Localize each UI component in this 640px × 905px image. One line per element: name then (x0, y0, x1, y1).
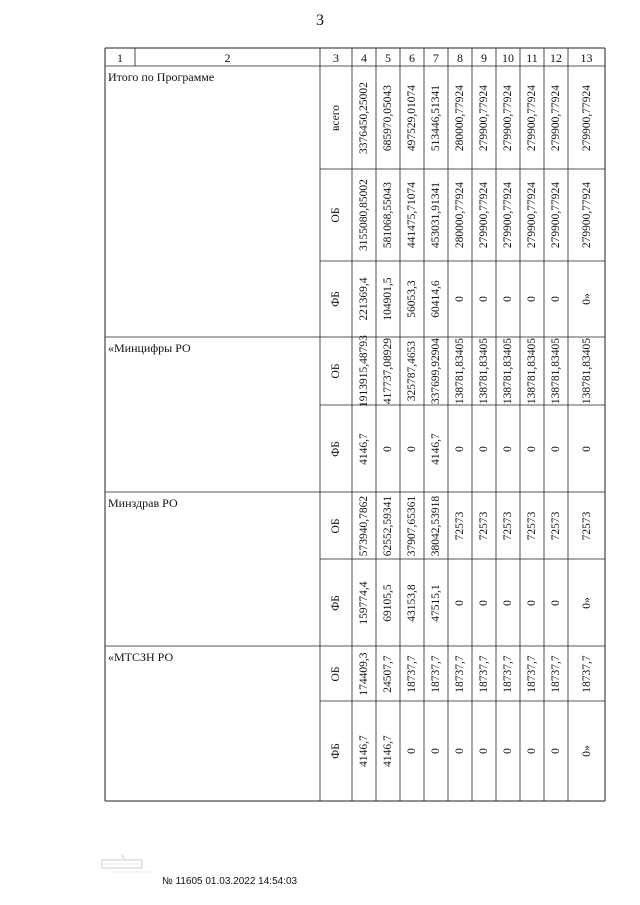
table-cell: 279900,77924 (502, 84, 514, 151)
header-cell: 13 (580, 51, 593, 65)
table-cell: 0 (406, 748, 418, 754)
table-cell: 37907,65361 (406, 495, 418, 556)
table-cell: 174409,3 (358, 651, 370, 696)
table-cell: 0 (454, 748, 466, 754)
table-cell: 0 (478, 748, 490, 754)
table-cell: 138781,83405 (526, 337, 538, 405)
table-cell: 18737,7 (526, 654, 538, 693)
table-cell: 0 (550, 599, 562, 606)
table-cell: 38042,53918 (430, 495, 442, 556)
table-cell: 159774,4 (358, 580, 370, 625)
table-cell: 0 (502, 748, 514, 754)
table-cell: 24507,7 (382, 654, 394, 693)
table-cell: 4146,7 (382, 735, 394, 767)
header-cell: 11 (526, 51, 538, 65)
section-label: «Минцифры РО (108, 341, 191, 355)
header-cell: 12 (550, 51, 562, 65)
table-cell: 18737,7 (580, 654, 593, 693)
row-type-label: ФБ (330, 291, 342, 307)
header-cell: 3 (333, 51, 339, 65)
table-cell: 279900,77924 (526, 84, 538, 151)
table-cell: 279900,77924 (478, 84, 490, 151)
table-cell: 4146,7 (358, 432, 370, 465)
table-cell: 43153,8 (406, 583, 418, 622)
table-cell: 47515,1 (430, 583, 442, 622)
table-cell: 0 (550, 748, 562, 754)
table-cell: 685970,05043 (382, 84, 394, 151)
table-cell: 18737,7 (406, 654, 418, 693)
table-cell: 513446,51341 (430, 84, 442, 151)
table-cell: 72573 (502, 511, 514, 540)
section-label: Итого по Программе (108, 70, 215, 84)
header-cell: 5 (385, 51, 391, 65)
table-cell: 18737,7 (550, 654, 562, 693)
table-cell: 0 (550, 445, 562, 452)
table-cell: 0 (478, 445, 490, 452)
table-cell: 0 (478, 296, 490, 302)
section-label: Минздрав РО (108, 496, 178, 510)
document-seal-stamp (100, 852, 160, 880)
table-cell: 279900,77924 (580, 84, 593, 151)
row-type-label: ОБ (330, 207, 342, 223)
table-cell: 104901,5 (382, 277, 394, 321)
table-cell: 497529,01074 (406, 84, 418, 151)
table-cell: 138781,83405 (478, 337, 490, 405)
table-cell: 0 (526, 599, 538, 606)
table-cell: 325787,4653 (406, 340, 418, 402)
header-cell: 1 (117, 51, 123, 65)
table-cell: 0 (430, 748, 442, 754)
table-cell: 0 (382, 445, 394, 452)
row-type-label: ФБ (330, 440, 342, 457)
header-cell: 8 (457, 51, 463, 65)
table-cell: 581068,55043 (382, 181, 394, 249)
table-cell: 0 (526, 748, 538, 754)
table-cell: 441475,71074 (406, 181, 418, 249)
table-cell: 0 (526, 445, 538, 452)
table-cell: 62552,59341 (382, 495, 394, 556)
document-table (105, 48, 605, 801)
table-cell: 72573 (550, 511, 562, 540)
table-cell: 0 (502, 445, 514, 452)
table-cell: 138781,83405 (454, 337, 466, 405)
table-cell: 0 (478, 599, 490, 606)
row-type-label: ОБ (330, 518, 342, 533)
row-type-label: ФБ (330, 594, 342, 611)
table-cell: 0» (580, 293, 593, 305)
row-type-label: всего (330, 104, 342, 131)
table-cell: 279900,77924 (550, 181, 562, 249)
table-cell: 0 (526, 296, 538, 302)
document-registration-footer: № 11605 01.03.2022 14:54:03 (162, 876, 298, 887)
table-cell: 417737,08929 (382, 337, 394, 405)
table-cell: 0 (454, 599, 466, 606)
table-cell: 0 (502, 599, 514, 606)
table-cell: 0 (406, 445, 418, 452)
table-cell: 279900,77924 (526, 181, 538, 249)
table-cell: 279900,77924 (580, 181, 593, 249)
section-label: «МТСЗН РО (108, 650, 174, 664)
table-cell: 18737,7 (454, 654, 466, 693)
header-cell: 7 (433, 51, 439, 65)
header-cell: 10 (502, 51, 514, 65)
table-cell: 3155080,85002 (358, 179, 370, 251)
table-cell: 18737,7 (430, 654, 442, 693)
table-cell: 60414,6 (430, 280, 442, 318)
table-cell: 72573 (478, 511, 490, 540)
table-cell: 0 (550, 296, 562, 302)
row-type-label: ФБ (330, 743, 342, 759)
table-cell: 3376450,25002 (358, 81, 370, 154)
table-cell: 1913915,48793 (358, 335, 370, 407)
table-cell: 0 (502, 296, 514, 302)
table-cell: 573940,7862 (358, 495, 370, 556)
header-cell: 6 (409, 51, 415, 65)
table-cell: 279900,77924 (478, 181, 490, 249)
header-cell: 4 (361, 51, 367, 65)
table-cell: 138781,83405 (550, 337, 562, 405)
table-cell: 0 (454, 296, 466, 302)
table-cell: 280000,77924 (454, 84, 466, 151)
table-cell: 337699,92904 (430, 337, 442, 405)
table-cell: 69105,5 (382, 583, 394, 622)
table-cell: 0» (580, 745, 593, 757)
table-cell: 72573 (580, 511, 593, 540)
header-cell: 9 (481, 51, 487, 65)
table-cell: 221369,4 (358, 277, 370, 321)
table-cell: 453031,91341 (430, 181, 442, 249)
table-cell: 72573 (526, 511, 538, 540)
table-cell: 72573 (454, 511, 466, 540)
table-cell: 0 (454, 445, 466, 452)
table-cell: 56053,3 (406, 280, 418, 318)
row-type-label: ОБ (330, 666, 342, 681)
table-cell: 138781,83405 (580, 337, 593, 405)
table-cell: 0 (580, 445, 593, 452)
table-cell: 279900,77924 (502, 181, 514, 249)
table-cell: 4146,7 (430, 432, 442, 465)
table-cell: 4146,7 (358, 735, 370, 767)
table-cell: 138781,83405 (502, 337, 514, 405)
header-cell: 2 (224, 51, 231, 65)
table-cell: 0» (580, 596, 593, 609)
table-cell: 279900,77924 (550, 84, 562, 151)
table-cell: 18737,7 (478, 654, 490, 693)
row-type-label: ОБ (330, 363, 342, 379)
page-number: 3 (316, 12, 324, 29)
table-cell: 18737,7 (502, 654, 514, 693)
table-cell: 280000,77924 (454, 181, 466, 249)
